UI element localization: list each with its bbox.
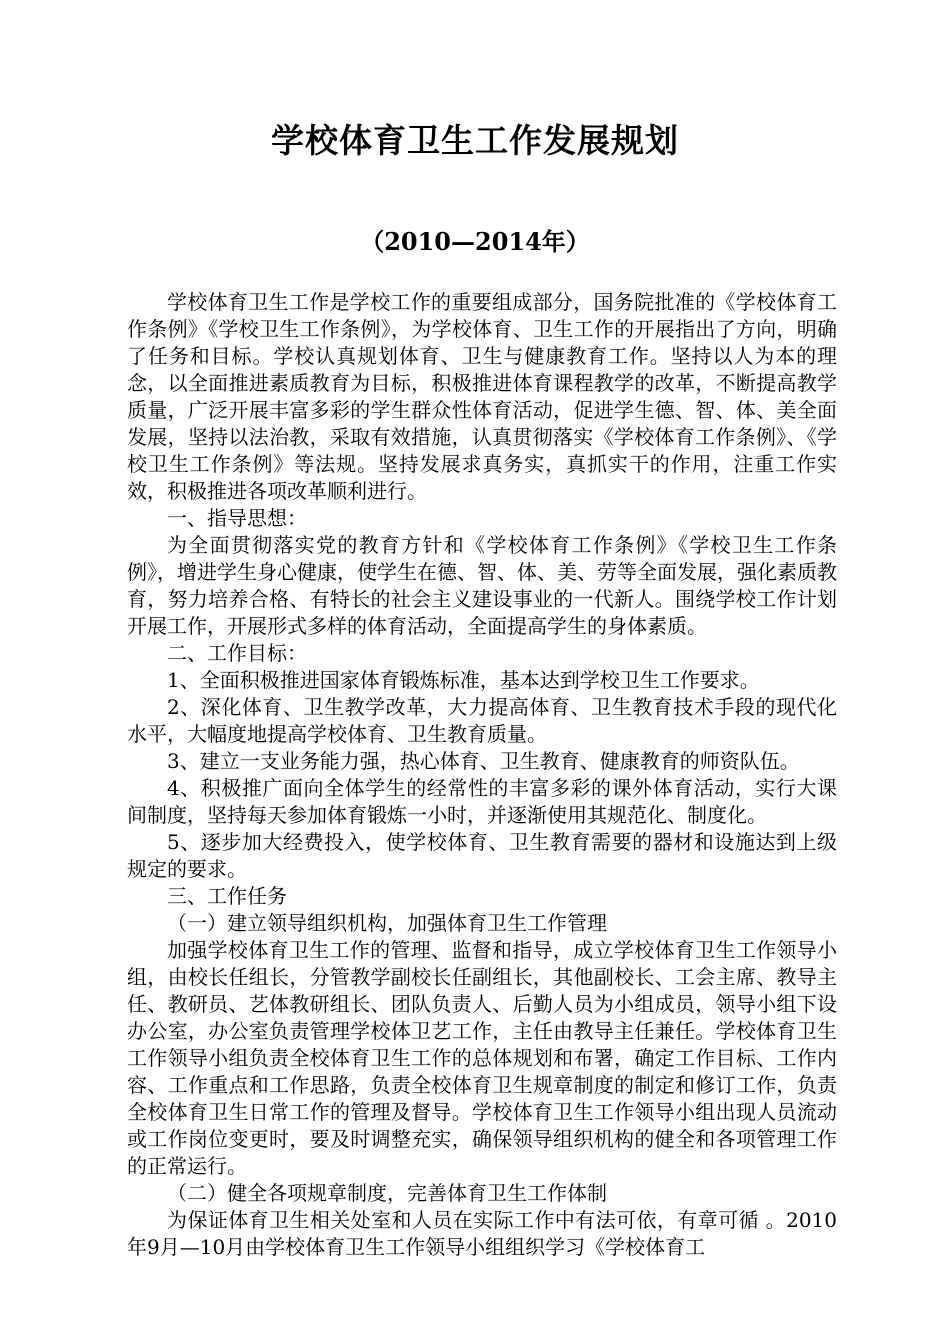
document-body <box>127 289 837 1261</box>
section-heading-guiding-ideology: 一、指导思想： <box>167 506 307 530</box>
document-title: 学校体育卫生工作发展规划 <box>271 121 679 160</box>
section-heading-work-goals: 二、工作目标： <box>167 641 307 665</box>
guiding-ideology-paragraph: 为全面贯彻落实党的教育方针和《学校体育工作条例》《学校卫生工作条例》，增进学生身心健康，使学生在德、智、体、美、劳等全面发展，强化素质教育，努力培养合格、有特长的社会主义建设事业的一代新人。围绕学校工作计划开展工作，开展形式多样的体育活动，全面提高学生的身体素质。 <box>127 533 837 638</box>
goal-item-1: 1、全面积极推进国家体育锻炼标准，基本达到学校卫生工作要求。 <box>167 668 760 692</box>
intro-paragraph: 学校体育卫生工作是学校工作的重要组成部分，国务院批准的《学校体育工作条例》《学校卫生工作条例》，为学校体育、卫生工作的开展指出了方向，明确了任务和目标。学校认真规划体育、卫生与健康教育工作。坚持以人为本的理念，以全面推进素质教育为目标，积极推进体育课程教学的改革，不断提高教学质量，广泛开展丰富多彩的学生群众性体育活动，促进学生德、智、体、美全面发展，坚持以法治教，采取有效措施，认真贯彻落实《学校体育工作条例》、《学校卫生工作条例》等法规。坚持发展求真务实，真抓实干的作用，注重工作实效，积极推进各项改革顺利进行。 <box>127 290 837 503</box>
goal-item-2: 2、深化体育、卫生教学改革，大力提高体育、卫生教育技术手段的现代化水平，大幅度地提高学校体育、卫生教育质量。 <box>127 695 837 746</box>
goal-item-5: 5、逐步加大经费投入，使学校体育、卫生教育需要的器材和设施达到上级规定的要求。 <box>127 830 837 881</box>
subsection-heading-1: （一）建立领导组织机构，加强体育卫生工作管理 <box>167 911 607 935</box>
subsection-1-paragraph: 加强学校体育卫生工作的管理、监督和指导，成立学校体育卫生工作领导小组，由校长任组长，分管教学副校长任副组长，其他副校长、工会主席、教导主任、教研员、艺体教研组长、团队负责人、后勤人员为小组成员，领导小组下设办公室，办公室负责管理学校体卫艺工作，主任由教导主任兼任。学校体育卫生工作领导小组负责全校体育卫生工作的总体规划和布署，确定工作目标、工作内容、工作重点和工作思路，负责全校体育卫生规章制度的制定和修订工作，负责全校体育卫生日常工作的管理及督导。学校体育卫生工作领导小组出现人员流动或工作岗位变更时，要及时调整充实，确保领导组织机构的健全和各项管理工作的正常运行。 <box>127 938 837 1178</box>
goal-item-3: 3、建立一支业务能力强，热心体育、卫生教育、健康教育的师资队伍。 <box>167 749 800 773</box>
goal-item-4: 4、积极推广面向全体学生的经常性的丰富多彩的课外体育活动，实行大课间制度，坚持每天参加体育锻炼一小时，并逐渐使用其规范化、制度化。 <box>127 776 837 827</box>
subsection-2-paragraph: 为保证体育卫生相关处室和人员在实际工作中有法可依，有章可循 。2010年9月—10月由学校体育卫生工作领导小组组织学习《学校体育工 <box>127 1208 837 1259</box>
document-subtitle: （2010—2014年） <box>360 227 590 256</box>
section-heading-work-tasks: 三、工作任务 <box>167 884 287 908</box>
subsection-heading-2: （二）健全各项规章制度，完善体育卫生工作体制 <box>167 1181 607 1205</box>
